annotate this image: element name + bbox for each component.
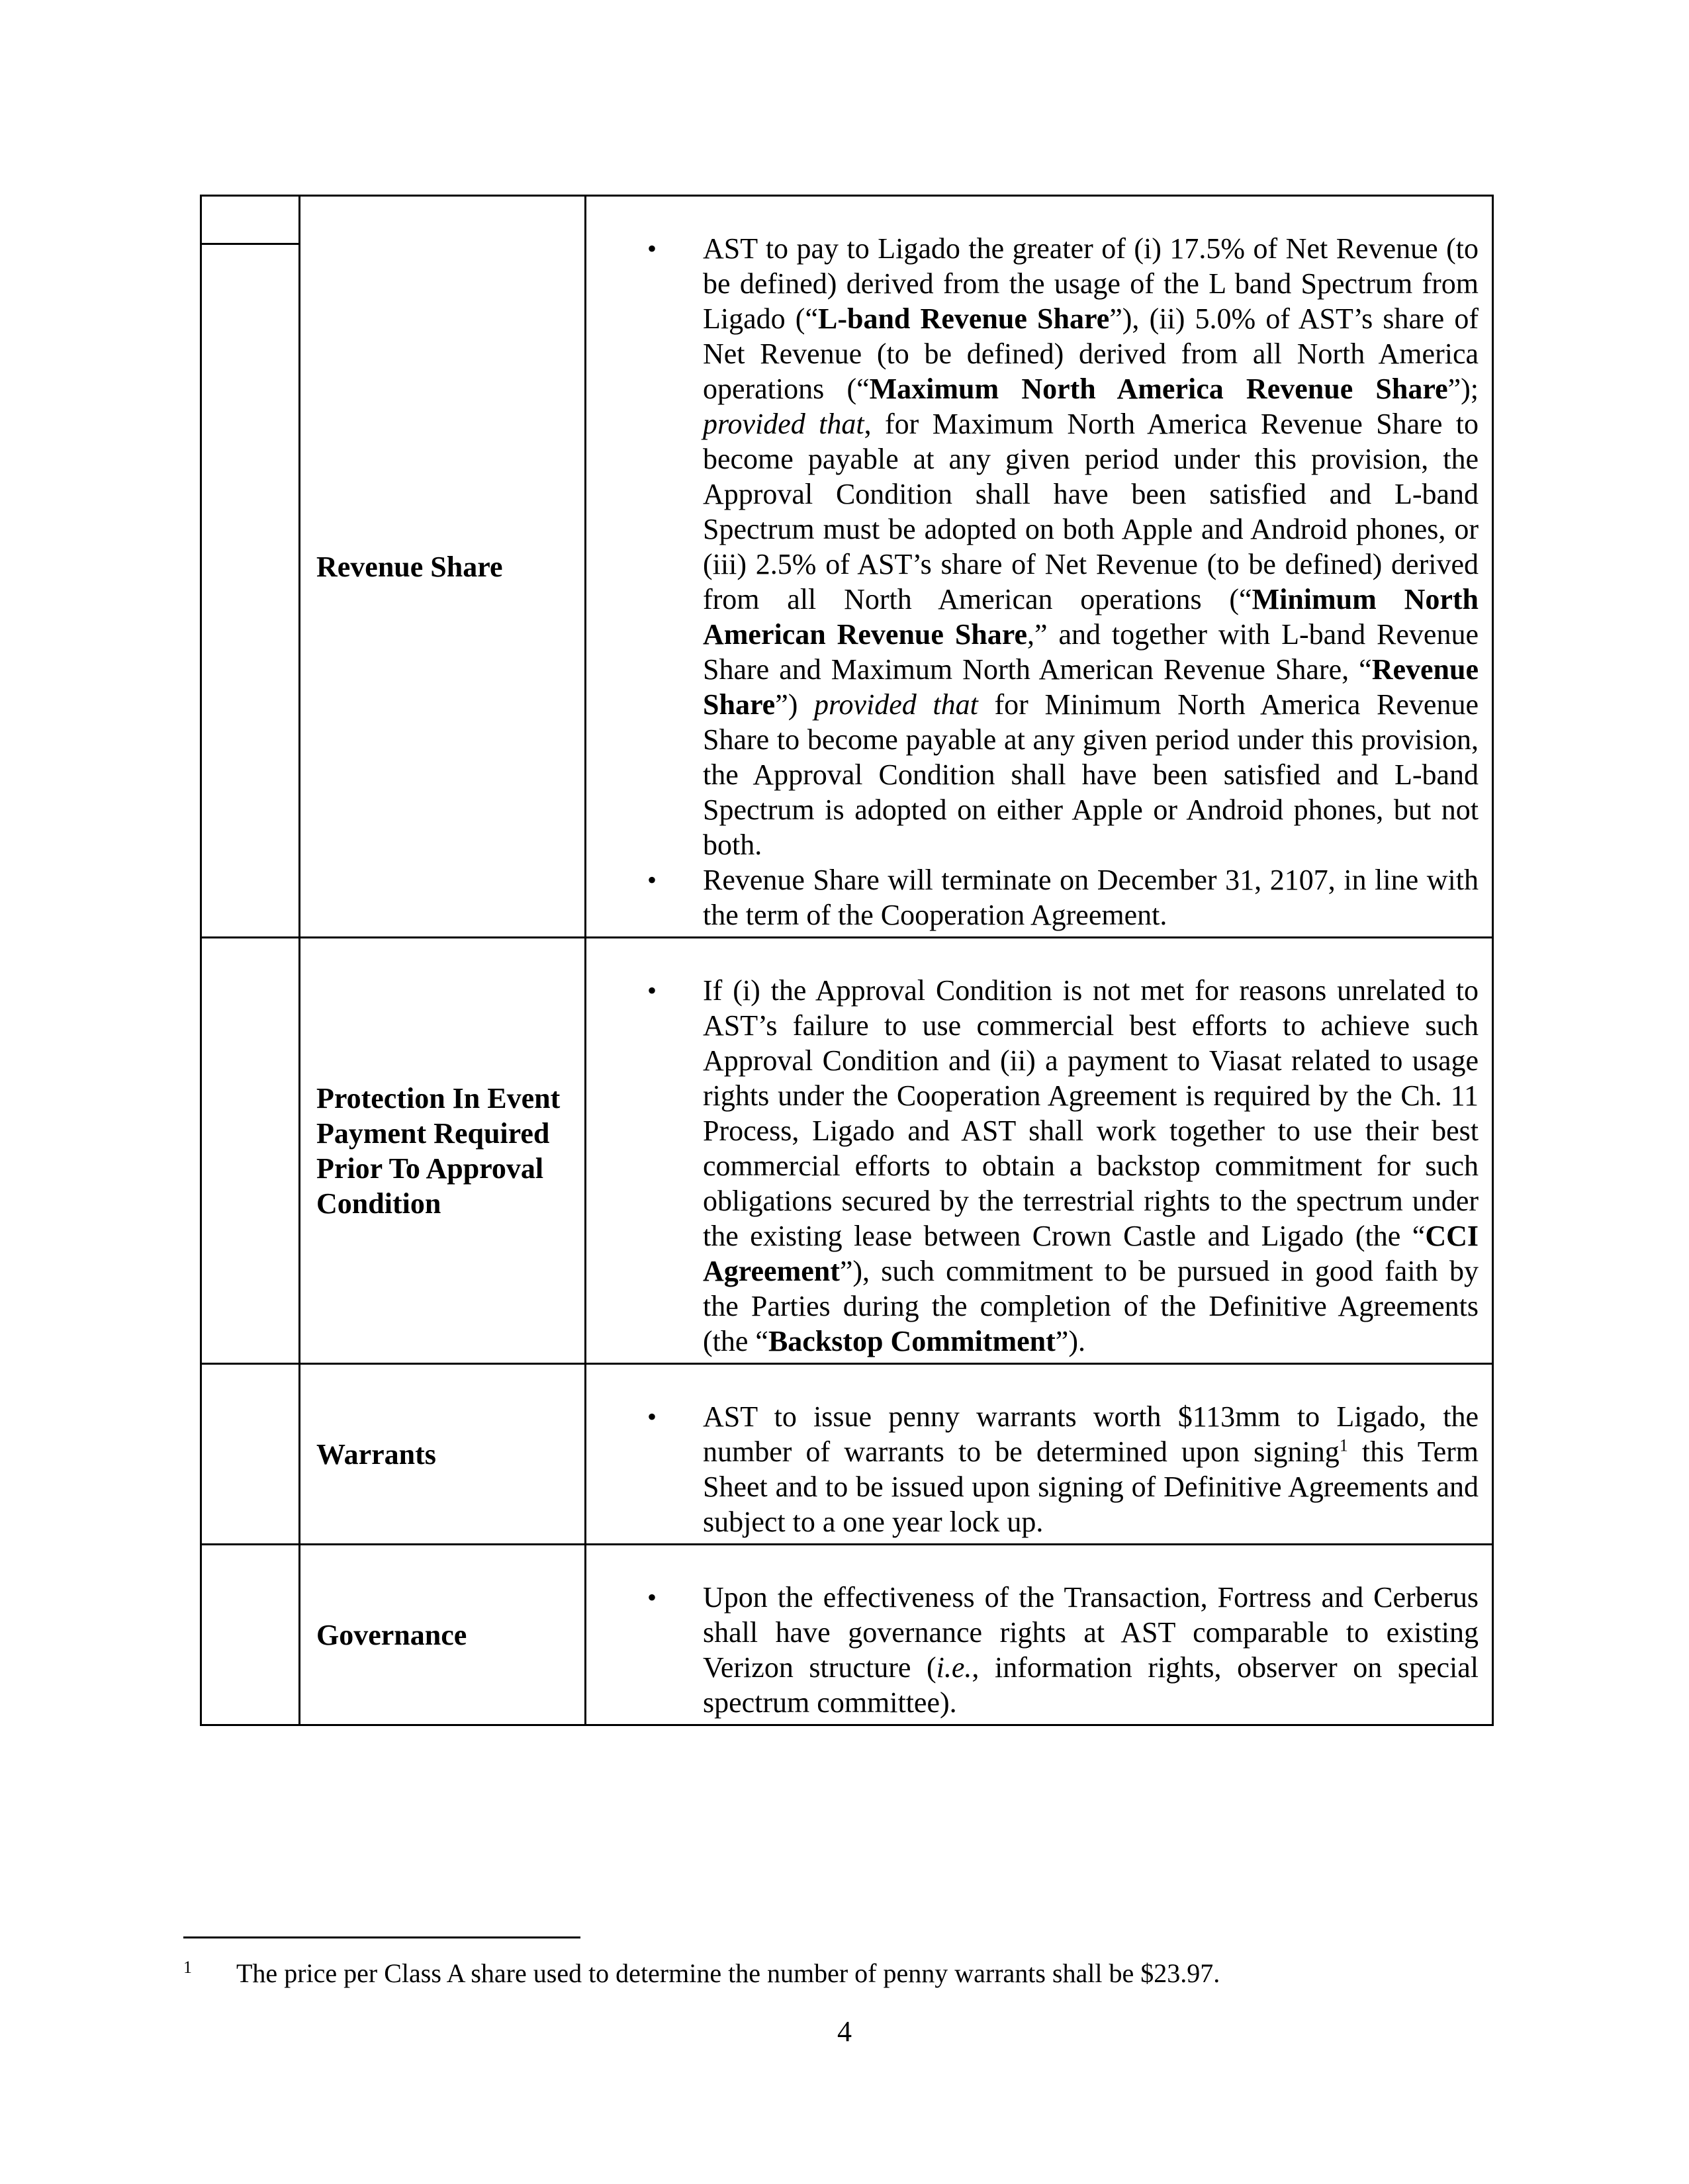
defined-term: Revenue Share	[703, 653, 1479, 721]
defined-term: CCI Agreement	[703, 1220, 1479, 1287]
defined-term: Maximum North America Revenue Share	[869, 373, 1448, 405]
section-content-cell	[586, 196, 1493, 938]
body-text: ”);	[1447, 373, 1479, 405]
section-label-cell	[300, 938, 586, 1364]
body-text: , information rights, observer on special spectrum committee).	[703, 1651, 1479, 1719]
term-sheet-table-body	[201, 196, 1493, 1725]
body-text: ,” and together with L-band Revenue Share and Maximum North American Revenue Share, “	[703, 618, 1479, 686]
bullet-list	[586, 1399, 1479, 1539]
body-text: Upon the effectiveness of the Transaction, Fortress and Cerberus shall have governance rights at AST comparable to existing Verizon structure (	[703, 1581, 1479, 1684]
bullet-icon: •	[647, 865, 657, 895]
bullet-list	[586, 1580, 1479, 1720]
section-content-cell	[586, 1364, 1493, 1545]
table-row	[201, 196, 1493, 938]
section-label-cell	[300, 196, 586, 938]
section-number-cell	[201, 196, 300, 938]
body-text: ”)	[775, 688, 815, 721]
section-label-cell	[300, 1545, 586, 1725]
table-row	[201, 938, 1493, 1364]
body-text: for Minimum North America Revenue Share to become payable at any given period under this provision, the Approval Condition shall have been satisfied and L-band Spectrum is adopted on either Apple or Android phones, but not both.	[703, 688, 1479, 861]
bullet-list	[586, 231, 1479, 933]
section-label: Warrants	[316, 1437, 436, 1471]
bullet-item	[586, 231, 1479, 862]
bullet-item	[586, 973, 1479, 1359]
body-text: Revenue Share will terminate on December 31, 2107, in line with the term of the Cooperation Agreement.	[703, 864, 1479, 931]
section-content-cell	[586, 1545, 1493, 1725]
defined-term: Minimum North American Revenue Share	[703, 583, 1479, 651]
emphasis-text: provided that	[814, 688, 978, 721]
emphasis-text: i.e.	[936, 1651, 972, 1684]
body-text: ”).	[1055, 1325, 1085, 1357]
footnote-separator	[183, 1936, 580, 1938]
body-text: If (i) the Approval Condition is not met for reasons unrelated to AST’s failure to use commercial best efforts to achieve such Approval Condition and (ii) a payment to Viasat related to usage rights under the Cooperation Agreement is required by the Ch. 11 Process, Ligado and AST shall work together to use their best commercial efforts to obtain a backstop commitment for such obligations secured by the terrestrial rights to the spectrum under the existing lease between Crown Castle and Ligado (the “	[703, 974, 1479, 1252]
body-text: , for Maximum North America Revenue Share to become payable at any given period under this provision, the Approval Condition shall have been satisfied and L-band Spectrum must be adopted on both Apple and Android phones, or (iii) 2.5% of AST’s share of Net Revenue (to be defined) derived from all North American operations (“	[703, 408, 1479, 615]
body-text: ”), such commitment to be pursued in good faith by the Parties during the completion of the Definitive Agreements (the “	[703, 1255, 1479, 1357]
footnote-reference: 1	[1339, 1435, 1348, 1455]
section-label: Governance	[316, 1618, 467, 1651]
bullet-icon: •	[647, 1582, 657, 1612]
section-number-cell	[201, 1364, 300, 1545]
bullet-item	[586, 862, 1479, 933]
page-number: 4	[837, 2015, 852, 2048]
body-text: AST to issue penny warrants worth $113mm to Ligado, the number of warrants to be determined upon signing	[703, 1400, 1479, 1468]
body-text: ”), (ii) 5.0% of AST’s share of Net Revenue (to be defined) derived from all North America operations (“	[703, 302, 1479, 405]
bullet-list	[586, 973, 1479, 1359]
section-label: Revenue Share	[316, 550, 503, 583]
bullet-item	[586, 1399, 1479, 1539]
section-label-cell	[300, 1364, 586, 1545]
section-number-cell	[201, 938, 300, 1364]
emphasis-text: provided that	[703, 408, 864, 440]
defined-term: L-band Revenue Share	[817, 302, 1110, 335]
bullet-icon: •	[647, 234, 657, 263]
defined-term: Backstop Commitment	[768, 1325, 1056, 1357]
section-label: Protection In Event Payment Required Prior To Approval Condition	[316, 1081, 561, 1220]
bullet-icon: •	[647, 976, 657, 1005]
footnote-text: The price per Class A share used to determine the number of penny warrants shall be $23.97.	[236, 1958, 1220, 1988]
term-sheet-table	[200, 195, 1494, 1726]
cell-divider	[202, 243, 298, 245]
section-number-cell	[201, 1545, 300, 1725]
bullet-icon: •	[647, 1402, 657, 1432]
body-text: this Term Sheet and to be issued upon signing of Definitive Agreements and subject to a one year lock up.	[703, 1435, 1479, 1538]
bullet-item	[586, 1580, 1479, 1720]
table-row	[201, 1364, 1493, 1545]
body-text: AST to pay to Ligado the greater of (i) 17.5% of Net Revenue (to be defined) derived from the usage of the L band Spectrum from Ligado (“	[703, 232, 1479, 335]
footnote: 1 The price per Class A share used to determine the number of penny warrants shall be $23.97.	[183, 1957, 1220, 1988]
section-content-cell	[586, 938, 1493, 1364]
table-row	[201, 1545, 1493, 1725]
